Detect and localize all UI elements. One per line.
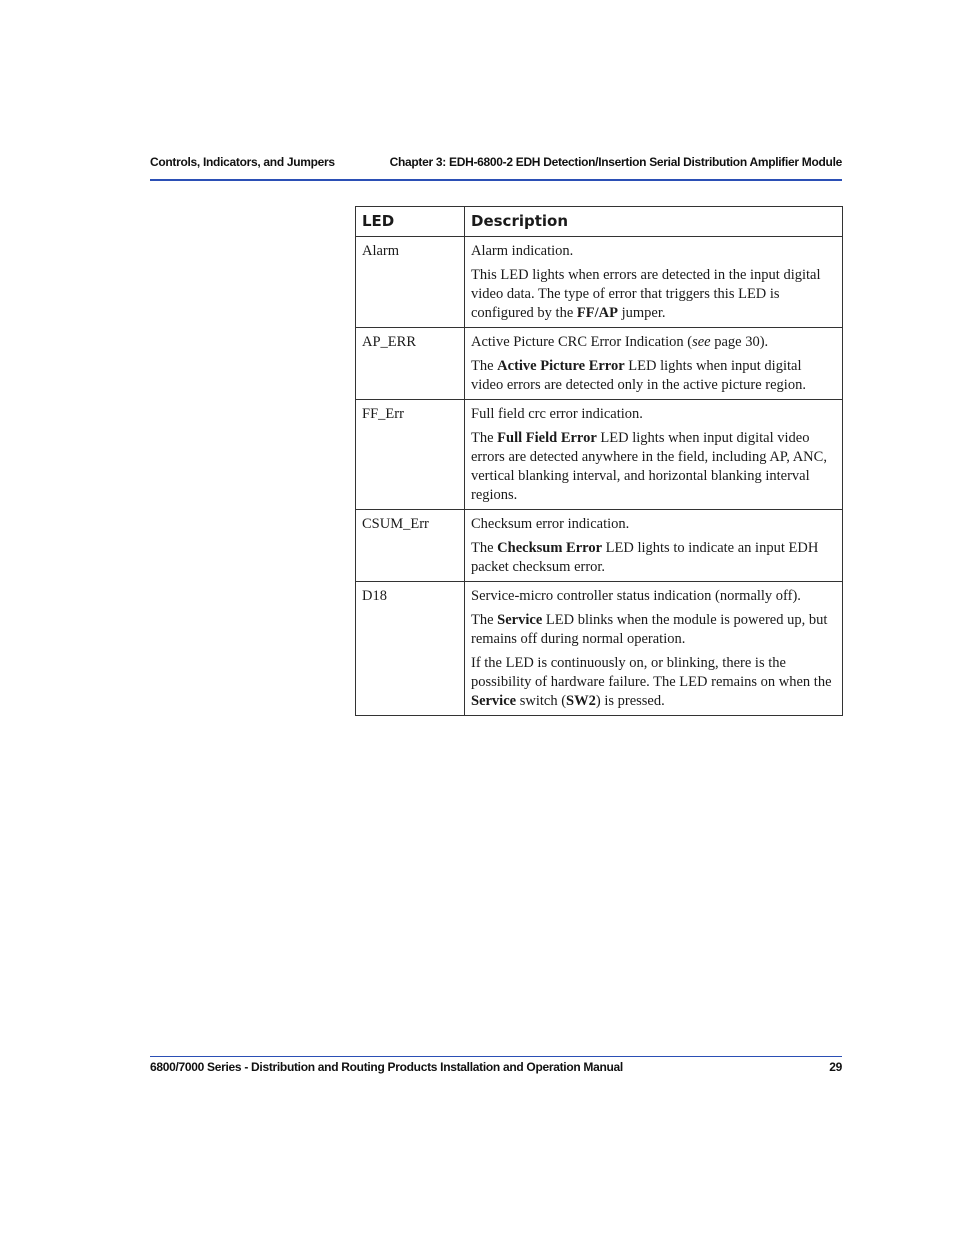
description-summary: Full field crc error indication. — [471, 406, 643, 422]
led-table — [355, 206, 843, 716]
switch-label: Service — [471, 693, 517, 709]
description-summary: Active Picture CRC Error Indication (see page 30). — [471, 334, 769, 350]
led-description — [465, 237, 843, 328]
led-description — [465, 328, 843, 400]
led-name: D18 — [356, 582, 465, 716]
chapter-title: Chapter 3: EDH-6800-2 EDH Detection/Insertion Serial Distribution Amplifier Module — [389, 155, 842, 169]
led-name: FF_Err — [356, 400, 465, 510]
description-summary: Service-micro controller status indication (normally off). — [471, 588, 801, 604]
led-name: CSUM_Err — [356, 510, 465, 582]
manual-title: 6800/7000 Series - Distribution and Routing Products Installation and Operation Manual — [150, 1060, 623, 1074]
led-name: Alarm — [356, 237, 465, 328]
page-number: 29 — [829, 1060, 842, 1074]
page-footer — [150, 1060, 842, 1077]
description-detail: This LED lights when errors are detected in the input digital video data. The type of error that triggers this LED is configured by the FF/AP jumper. — [471, 267, 821, 321]
column-header-led: LED — [356, 207, 465, 237]
page-header — [150, 155, 842, 172]
table-row — [356, 328, 843, 400]
jumper-name: FF/AP — [576, 305, 618, 321]
table-row — [356, 510, 843, 582]
column-header-description: Description — [465, 207, 843, 237]
table-row — [356, 237, 843, 328]
led-label: Checksum Error — [497, 540, 603, 556]
led-description — [465, 510, 843, 582]
led-label: Active Picture Error — [497, 358, 625, 374]
table-row — [356, 582, 843, 716]
led-description — [465, 400, 843, 510]
description-note: If the LED is continuously on, or blinking, there is the possibility of hardware failure. The LED remains on when the Service switch (SW2) is pressed. — [471, 655, 832, 709]
header-rule — [150, 179, 842, 181]
description-detail: The Full Field Error LED lights when input digital video errors are detected anywhere in the field, including AP, ANC, vertical blanking interval, and horizontal blanking interval regions. — [471, 430, 827, 503]
description-detail: The Checksum Error LED lights to indicate an input EDH packet checksum error. — [471, 540, 819, 575]
led-name: AP_ERR — [356, 328, 465, 400]
led-label: Service — [497, 612, 543, 628]
description-detail: The Active Picture Error LED lights when input digital video errors are detected only in the active picture region. — [471, 358, 806, 393]
table-header-row — [356, 207, 843, 237]
led-label: Full Field Error — [497, 430, 597, 446]
switch-id: SW2 — [566, 693, 596, 709]
description-summary: Alarm indication. — [471, 243, 574, 259]
led-description — [465, 582, 843, 716]
footer-rule — [150, 1056, 842, 1057]
table-row — [356, 400, 843, 510]
description-detail: The Service LED blinks when the module is powered up, but remains off during normal operation. — [471, 612, 828, 647]
section-title: Controls, Indicators, and Jumpers — [150, 155, 335, 169]
description-summary: Checksum error indication. — [471, 516, 630, 532]
